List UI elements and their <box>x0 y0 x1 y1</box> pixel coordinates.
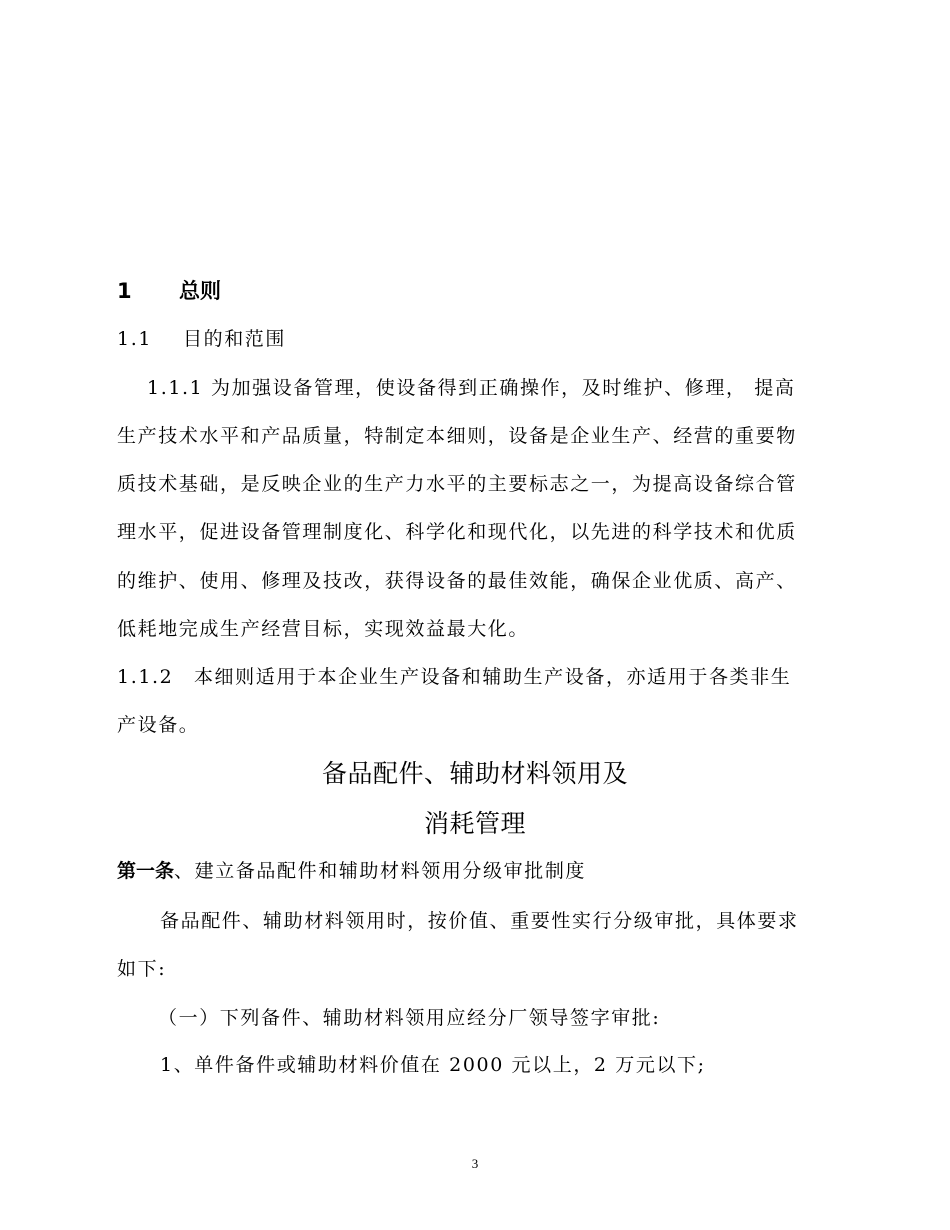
paragraph-line: 理水平，促进设备管理制度化、科学化和现代化，以先进的科学技术和优质 <box>117 521 797 543</box>
list-group-heading: （一）下列备件、辅助材料领用应经分厂领导签字审批: <box>158 1007 661 1029</box>
paragraph-line: 1.1.1 为加强设备管理，使设备得到正确操作，及时维护、修理， 提高 <box>147 377 796 399</box>
subsection-number: 1.1 <box>117 328 153 350</box>
chapter-title-line: 备品配件、辅助材料领用及 <box>321 759 628 788</box>
heading-number: 1 <box>117 279 132 303</box>
article-text: 、建立备品配件和辅助材料领用分级审批制度 <box>174 860 587 882</box>
paragraph-line: 产设备。 <box>117 714 200 736</box>
paragraph-line: 1.1.2 本细则适用于本企业生产设备和辅助生产设备，亦适用于各类非生 <box>117 666 792 688</box>
paragraph-line: 如下: <box>117 958 167 980</box>
paragraph-line: 低耗地完成生产经营目标，实现效益最大化。 <box>117 618 530 640</box>
section-heading <box>117 279 837 303</box>
paragraph-line: 备品配件、辅助材料领用时，按价值、重要性实行分级审批，具体要求 <box>160 910 799 932</box>
paragraph-line: 的维护、使用、修理及技改，获得设备的最佳效能，确保企业优质、高产、 <box>117 570 797 592</box>
paragraph-line: 质技术基础，是反映企业的生产力水平的主要标志之一，为提高设备综合管 <box>117 473 797 495</box>
subsection-heading <box>117 327 837 351</box>
page-number: 3 <box>471 1156 479 1171</box>
article-heading <box>117 859 837 883</box>
subsection-title: 目的和范围 <box>183 328 287 350</box>
chapter-title-line: 消耗管理 <box>423 809 526 838</box>
article-lead: 第一条 <box>117 860 175 882</box>
heading-title: 总则 <box>179 279 221 303</box>
list-item: 1、单件备件或辅助材料价值在 2000 元以上，2 万元以下; <box>160 1054 706 1076</box>
paragraph-line: 生产技术水平和产品质量，特制定本细则，设备是企业生产、经营的重要物 <box>117 425 797 447</box>
